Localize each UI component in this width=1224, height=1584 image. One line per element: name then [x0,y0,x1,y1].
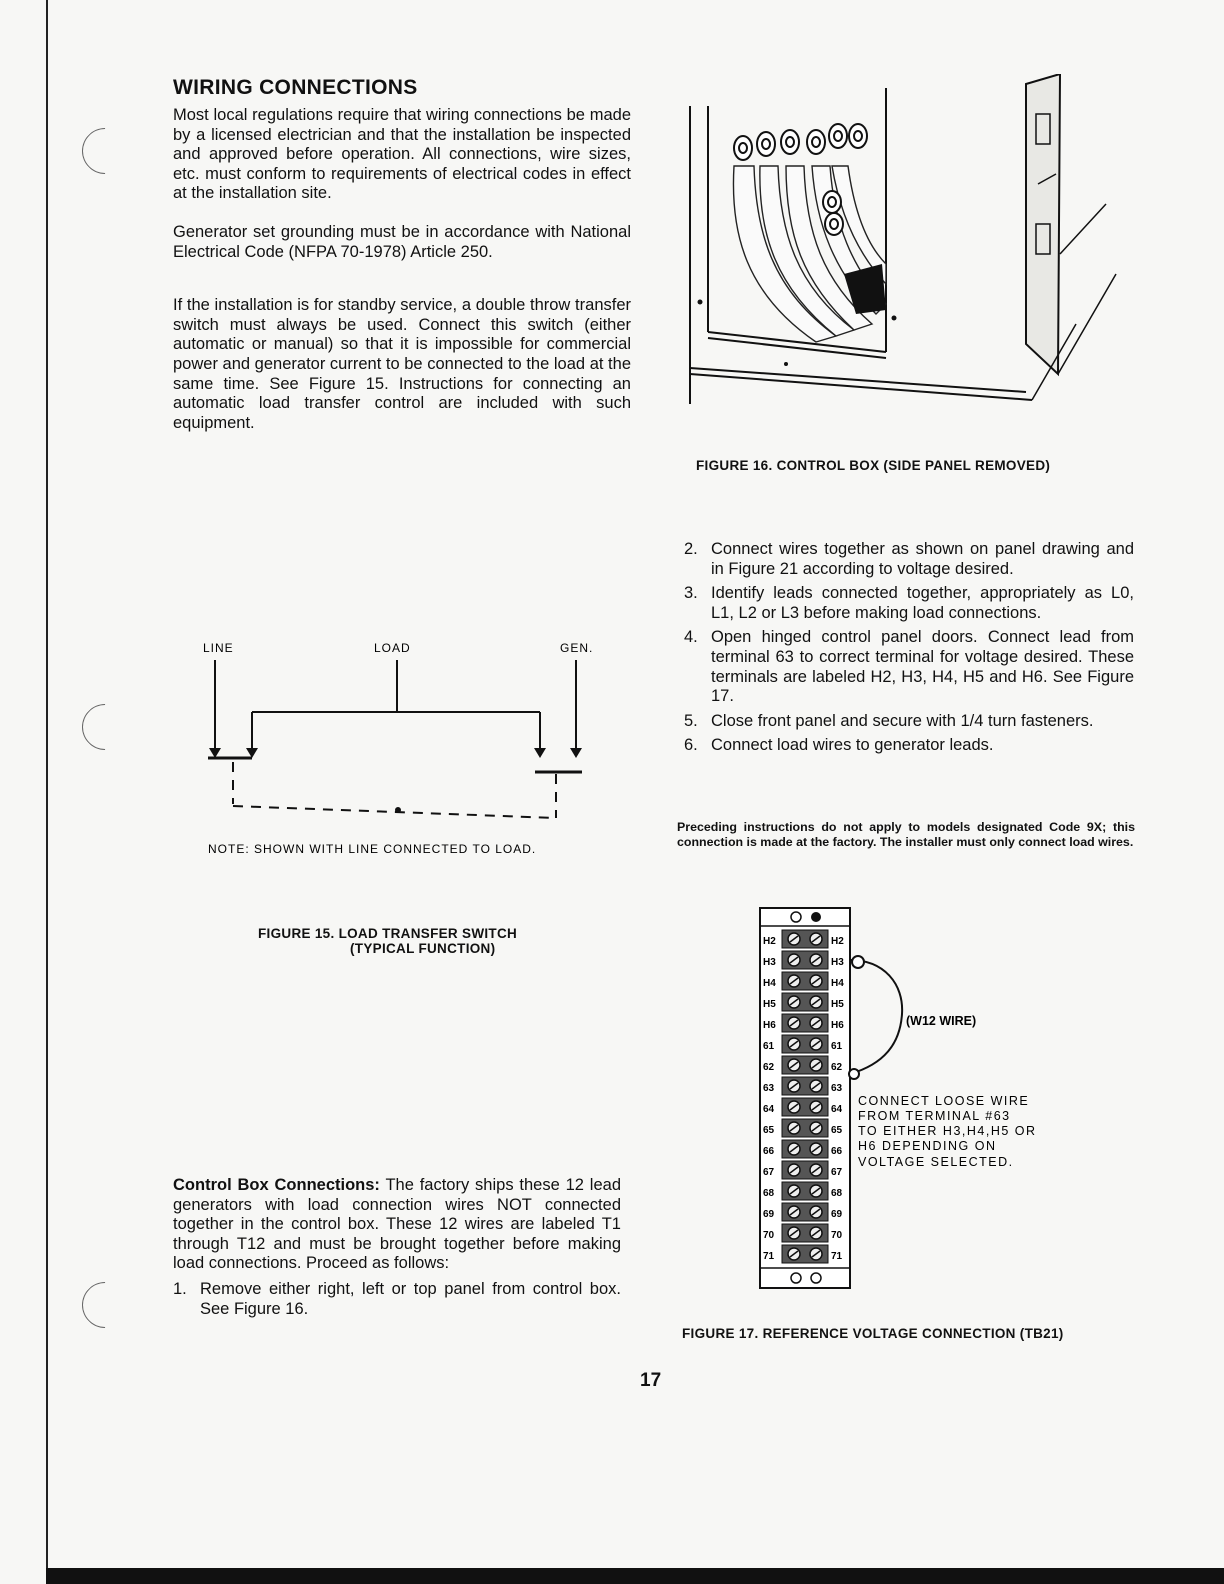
punch-hole [72,694,137,759]
terminal-label: 65 [763,1125,775,1136]
terminal-block-diagram [754,904,1094,1294]
terminal-label: 62 [831,1062,843,1073]
terminal-label: 68 [831,1188,843,1199]
terminal-label: H2 [763,936,776,947]
terminal-label: H3 [831,957,844,968]
terminal-label: H5 [763,999,776,1010]
terminal-label: H6 [763,1020,776,1031]
step-item: 1. Remove either right, left or top panel from control box. See Figure 16. [173,1279,621,1318]
terminal-label: 63 [763,1083,775,1094]
page-bottom-edge [46,1568,1224,1584]
terminal-label: H2 [831,936,844,947]
line-label: LINE [203,641,234,655]
control-box-illustration [686,74,1126,436]
standby-paragraph: If the installation is for standby service, a double throw transfer switch must always be used. Connect this switch (either automatic or manual) so that it is impossible for commercial power and generator current to be connected to the load at the same time. See Figure 15. Instructions for connecting an automatic load transfer control are included with such equipment. [173,296,631,432]
step-item: 6. Connect load wires to generator leads. [684,736,994,755]
figure-15-caption: FIGURE 15. LOAD TRANSFER SWITCH (TYPICAL FUNCTION) [258,926,518,956]
page-edge [46,0,48,1584]
connection-steps [684,540,1134,761]
switch-arrows [209,748,582,813]
terminal-label: H6 [831,1020,844,1031]
terminal-label: 70 [763,1230,775,1241]
wiring-section [173,76,631,433]
terminal-label: 61 [763,1041,775,1052]
terminal-label: 65 [831,1125,843,1136]
preceding-note: Preceding instructions do not apply to models designated Code 9X; this connection is made at the factory. The installer must only connect load wires. [677,820,1135,849]
terminal-label: H5 [831,999,844,1010]
control-box-paragraph [173,1176,621,1274]
load-label: LOAD [374,641,411,655]
terminal-label: 62 [763,1062,775,1073]
terminal-label: 71 [831,1251,843,1262]
step-item: 3. Identify leads connected together, appropriately as L0, L1, L2 or L3 before making load connections. [684,584,1134,622]
punch-hole [72,118,137,183]
control-box-text: The factory ships these 12 lead generators with load connection wires NOT connected together in the control box. These 12 wires are labeled T1 through T12 and must be brought together before making load connections. Proceed as follows: [173,1176,621,1273]
section-heading: WIRING CONNECTIONS [173,76,418,99]
terminal-label: 66 [831,1146,843,1157]
figure-17-caption: FIGURE 17. REFERENCE VOLTAGE CONNECTION (TB21) [682,1326,1064,1341]
steps-list [684,540,1134,756]
terminal-label: H4 [831,978,844,989]
control-box-title: Control Box Connections: [173,1176,380,1194]
figure-16-caption: FIGURE 16. CONTROL BOX (SIDE PANEL REMOVED) [696,458,1051,473]
terminal-label: H4 [763,978,776,989]
step-item: 4. Open hinged control panel doors. Connect lead from terminal 63 to correct terminal for voltage desired. These terminals are labeled H2, H3, H4, H5 and H6. See Figure 17. [684,628,1134,706]
diagram-note: NOTE: SHOWN WITH LINE CONNECTED TO LOAD. [208,842,537,856]
svg-text:FROM TERMINAL #63: FROM TERMINAL #63 [858,1109,1011,1123]
grounding-paragraph: Generator set grounding must be in accordance with National Electrical Code (NFPA 70-1978) Article 250. [173,222,631,261]
terminal-label: 67 [763,1167,775,1178]
terminal-label: 61 [831,1041,843,1052]
loose-wire-instruction [858,1094,1037,1169]
svg-text:CONNECT LOOSE WIRE: CONNECT LOOSE WIRE [858,1094,1030,1108]
terminal-label: 64 [831,1104,843,1115]
terminal-label: 68 [763,1188,775,1199]
step-item: 5. Close front panel and secure with 1/4 turn fasteners. [684,711,1094,730]
switch-wiring [208,660,582,818]
gen-label: GEN. [560,641,594,655]
page-number: 17 [640,1370,662,1391]
step-item: 2. Connect wires together as shown on panel drawing and in Figure 21 according to voltage desired. [684,540,1134,578]
terminal-label: 69 [831,1209,843,1220]
w12-wire-label: (W12 WIRE) [906,1014,977,1028]
svg-text:H6 DEPENDING ON: H6 DEPENDING ON [858,1139,997,1153]
terminal-label: 70 [831,1230,843,1241]
load-transfer-switch-diagram [190,632,610,872]
terminal-label: 71 [763,1251,775,1262]
terminal-label: 67 [831,1167,843,1178]
terminal-label: 64 [763,1104,775,1115]
terminal-label: 69 [763,1209,775,1220]
punch-hole [72,1272,137,1337]
svg-text:VOLTAGE SELECTED.: VOLTAGE SELECTED. [858,1155,1014,1169]
control-box-steps [173,1280,621,1319]
terminal-label: 66 [763,1146,775,1157]
wiring-paragraph-1: Most local regulations require that wiring connections be made by a licensed electrician and that the installation be inspected and approved before operation. All connections, wire sizes, etc. must conform to requirements of electrical codes in effect at the installation site. [173,106,631,203]
control-box-section [173,1176,621,1324]
terminal-label: H3 [763,957,776,968]
svg-text:TO EITHER H3,H4,H5 OR: TO EITHER H3,H4,H5 OR [858,1124,1037,1138]
terminal-label: 63 [831,1083,843,1094]
